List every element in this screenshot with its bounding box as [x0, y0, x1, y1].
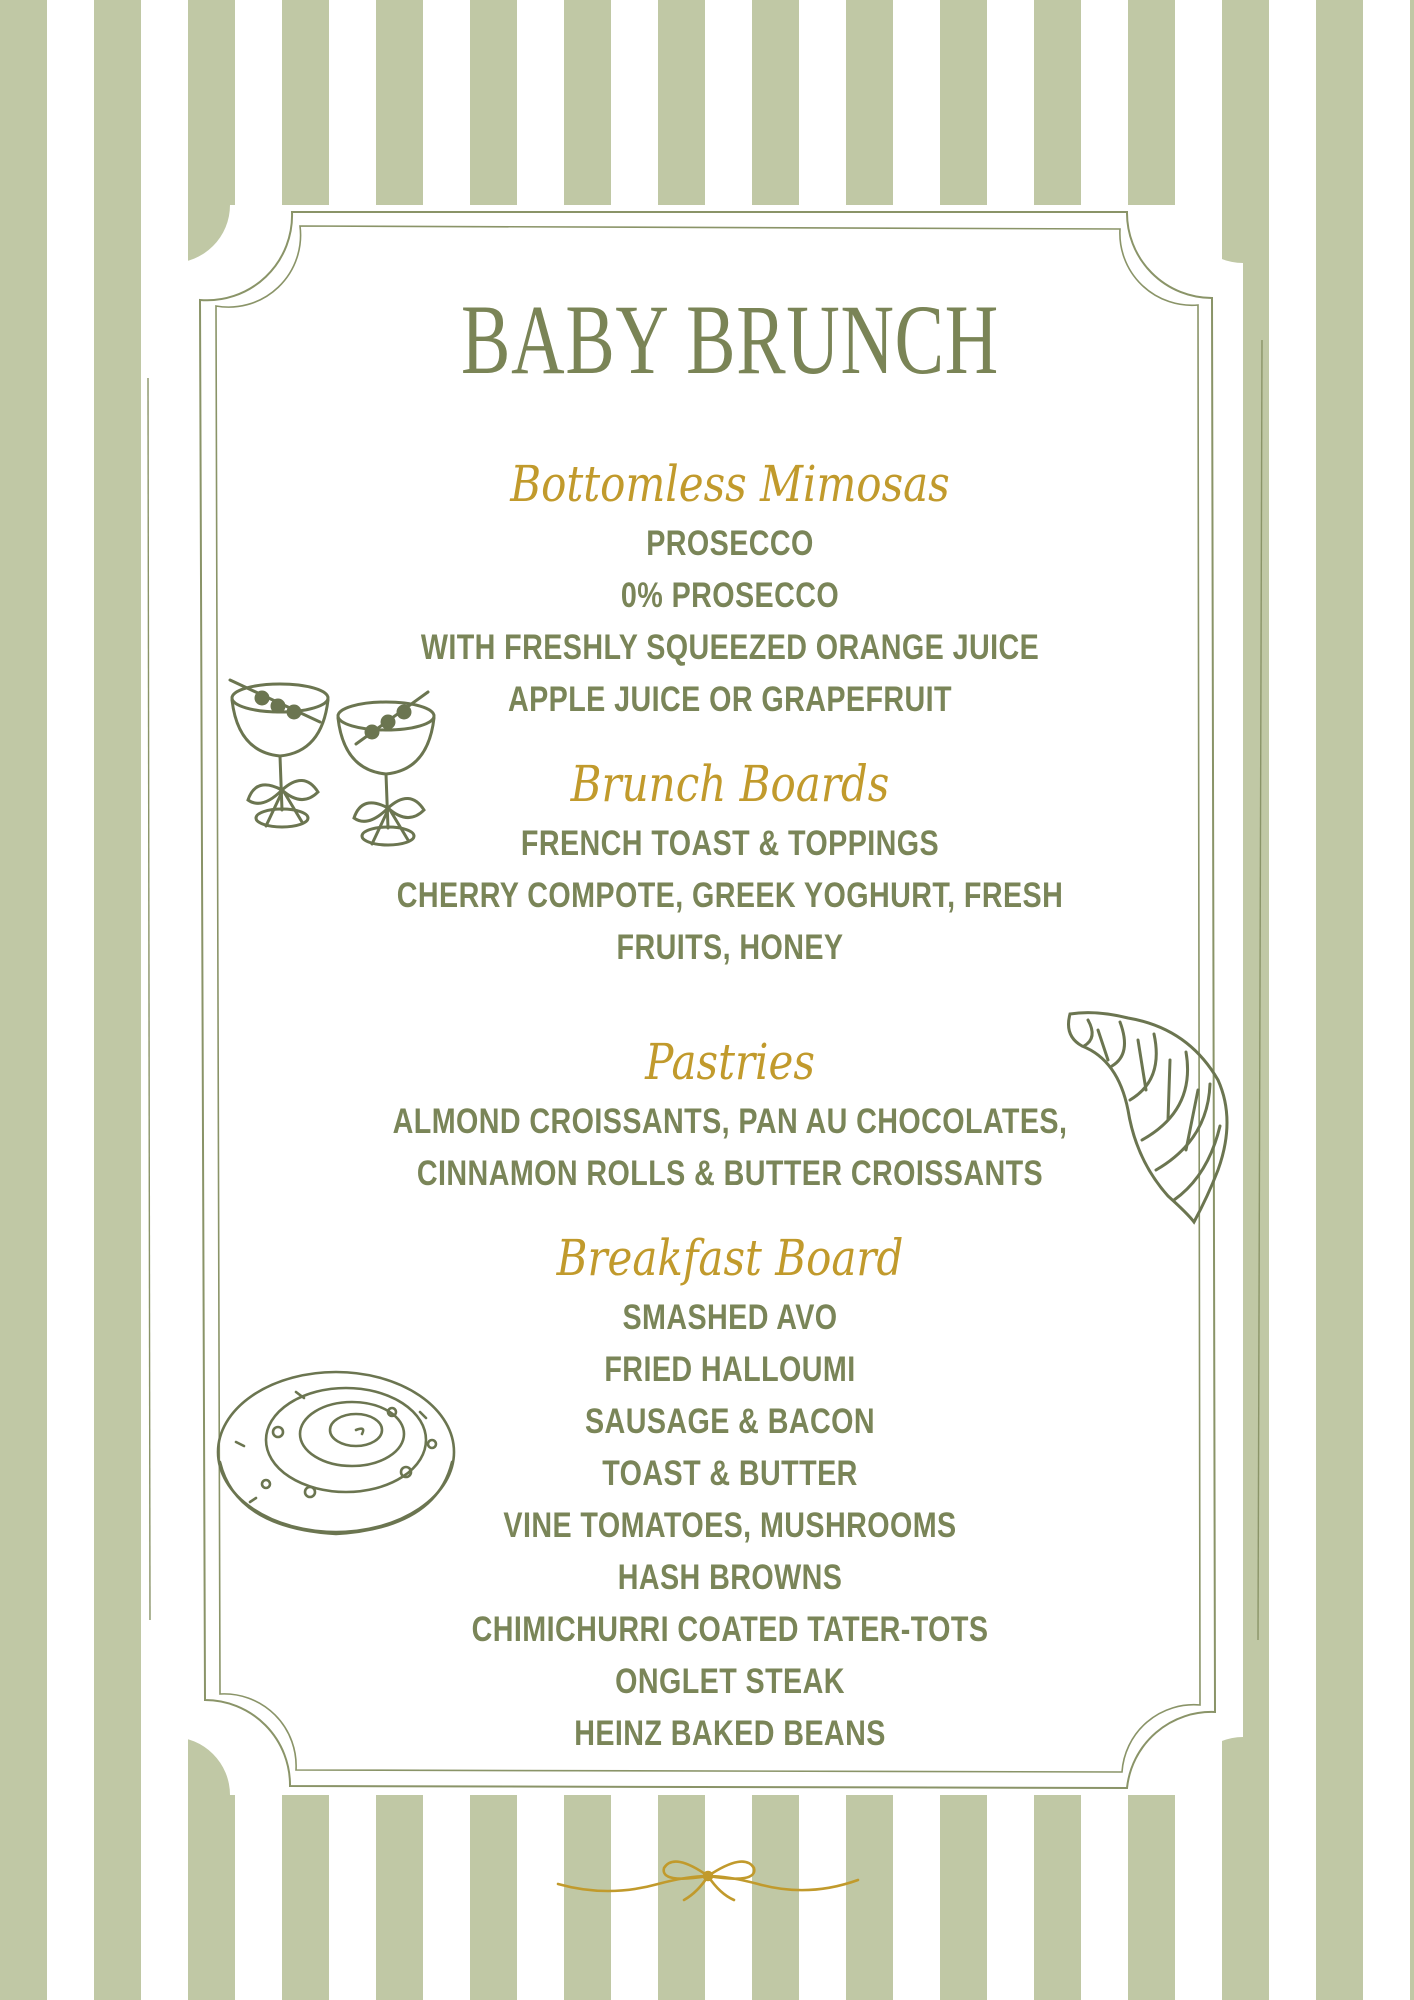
section-heading: Pastries	[645, 1033, 815, 1091]
menu-item: SAUSAGE & BACON	[585, 1402, 875, 1441]
section-brunch-boards	[300, 756, 1160, 974]
menu-item: TOAST & BUTTER	[602, 1454, 858, 1493]
menu-item: FRIED HALLOUMI	[604, 1350, 856, 1389]
menu-item: WITH FRESHLY SQUEEZED ORANGE JUICE	[420, 628, 1040, 667]
menu-item: HEINZ BAKED BEANS	[574, 1714, 886, 1753]
section-pastries	[300, 1034, 1160, 1200]
menu-content	[300, 280, 1160, 1790]
bow-ornament-icon	[548, 1840, 868, 1910]
menu-item: APPLE JUICE OR GRAPEFRUIT	[507, 680, 952, 719]
menu-item: FRENCH TOAST & TOPPINGS	[520, 824, 940, 863]
menu-item: PROSECCO	[646, 524, 814, 563]
menu-item: HASH BROWNS	[617, 1558, 843, 1597]
section-heading: Bottomless Mimosas	[510, 455, 950, 513]
menu-item: VINE TOMATOES, MUSHROOMS	[503, 1506, 957, 1545]
menu-item: CINNAMON ROLLS & BUTTER CROISSANTS	[416, 1154, 1044, 1193]
menu-title: BABY BRUNCH	[461, 284, 999, 395]
section-heading: Breakfast Board	[556, 1229, 904, 1287]
menu-item: CHIMICHURRI COATED TATER-TOTS	[471, 1610, 989, 1649]
menu-item: SMASHED AVO	[622, 1298, 838, 1337]
section-breakfast-board	[300, 1230, 1160, 1760]
menu-item: ONGLET STEAK	[615, 1662, 845, 1701]
menu-item: 0% PROSECCO	[620, 576, 840, 615]
menu-item: FRUITS, HONEY	[616, 928, 844, 967]
section-bottomless-mimosas	[300, 456, 1160, 726]
section-heading: Brunch Boards	[570, 755, 890, 813]
menu-item: ALMOND CROISSANTS, PAN AU CHOCOLATES,	[392, 1102, 1068, 1141]
menu-item: CHERRY COMPOTE, GREEK YOGHURT, FRESH	[396, 876, 1064, 915]
